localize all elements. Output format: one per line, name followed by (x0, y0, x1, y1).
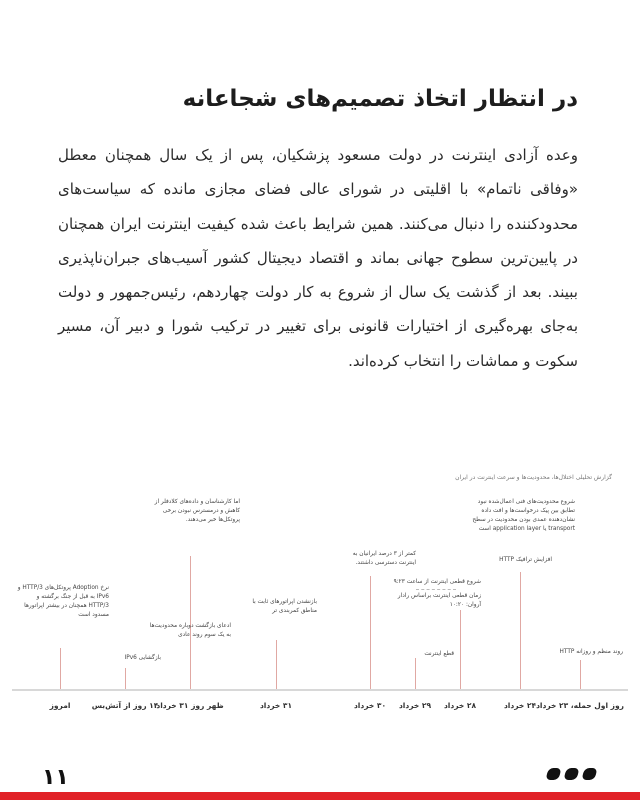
timeline-date: ظهر روز ۳۱ خرداد (156, 701, 224, 710)
timeline-event-label: اما کارشناسان و داده‌های کلادفلر از کاهش و درمسترس نبودن برخی پروتکل‌ها خبر می‌دهند. (154, 499, 240, 523)
timeline-event-label: بازگشایی IPv6 (124, 655, 161, 661)
timeline-date: ۳۱ خرداد (259, 701, 293, 710)
page-number: ۱۱ (42, 765, 69, 790)
timeline-stem (415, 658, 416, 689)
timeline-event-label (391, 578, 481, 610)
three-dot-logo-icon (544, 766, 600, 782)
timeline-event-label-part: زمان قطعی اینترنت براساس رادار آروان: ۱۰:۲۰ (397, 593, 481, 608)
timeline-event-label: قطع اینترنت (424, 651, 454, 657)
timeline-stem (60, 648, 61, 689)
footer-accent-bar (0, 792, 640, 800)
timeline-event-label: روند منظم و روزانه HTTP (559, 649, 623, 655)
timeline-event-label: بازنشدن اپراتورهای ثابت با مناطق کمربندی تر (252, 599, 317, 614)
page-title: در انتظار اتخاذ تصمیم‌های شجاعانه (182, 86, 578, 112)
timeline-stem (276, 640, 277, 689)
timeline-stem (125, 668, 126, 689)
timeline-event-label: نرخ Adoption پروتکل‌های HTTP/3 و IPv6 به قبل از جنگ برگشته و HTTP/3 همچنان در بیشتر اپراتورها مسدود است (17, 585, 109, 618)
timeline-stem (520, 572, 521, 689)
timeline-date: ۲۹ خرداد (398, 701, 432, 710)
timeline-stem (580, 660, 581, 689)
timeline-date: روز اول حمله، ۲۳ خرداد (536, 701, 624, 710)
timeline-event-label: کمتر از ۳ درصد ایرانیان به اینترنت دسترسی داشتند. (352, 551, 416, 566)
timeline-date: ۳۰ خرداد (353, 701, 387, 710)
dashed-separator (416, 589, 456, 590)
timeline-date: ۲۴ خرداد (503, 701, 537, 710)
timeline-event-label-part: شروع قطعی اینترنت از ساعت ۹:۲۳ (393, 579, 481, 585)
timeline-event-label: افزایش ترافیک HTTP (499, 557, 552, 563)
timeline-infographic (0, 460, 640, 730)
timeline-stem (460, 610, 461, 689)
timeline-date: ۱۴ روز از آتش‌بس (91, 701, 159, 710)
timeline-caption: گزارش تحلیلی اختلال‌ها، محدودیت‌ها و سرعت اینترنت در ایران (455, 474, 612, 481)
body-paragraph: وعده آزادی اینترنت در دولت مسعود پزشکیان، پس از یک سال همچنان معطل «وفاقی ناتمام» با اقلیتی در شورای عالی فضای مجازی مانده که سیاست‌های محدودکننده را دنبال می‌کنند. همین شرایط باعث شده کیفیت اینترنت ایران همچنان در پایین‌ترین سطوح جهانی بماند و اقتصاد دیجیتال کشور آسیب‌های جبران‌ناپذیری ببیند. بعد از گذشت یک سال از شروع به کار دولت چهاردهم، رئیس‌جمهور و دولت به‌جای بهره‌گیری از اختیارات قانونی برای تغییر در ترکیب شورا و دبیر آن، مسیر سکوت و مماشات را انتخاب کرده‌اند. (58, 146, 578, 370)
timeline-date: ۲۸ خرداد (443, 701, 477, 710)
timeline-stem (370, 576, 371, 689)
timeline-event-label: شروع محدودیت‌های فنی اعمال‌شده نبود تطابق بین پیک درخواست‌ها و افت داده نشان‌دهنده عمدی بودن محدودیت در سطح transport یا application layer است (472, 499, 575, 532)
timeline-event-label: ادعای بازگشت دوباره محدودیت‌ها به یک سوم روند عادی (149, 623, 231, 638)
timeline-date: امروز (49, 701, 71, 710)
timeline-axis (12, 689, 628, 691)
